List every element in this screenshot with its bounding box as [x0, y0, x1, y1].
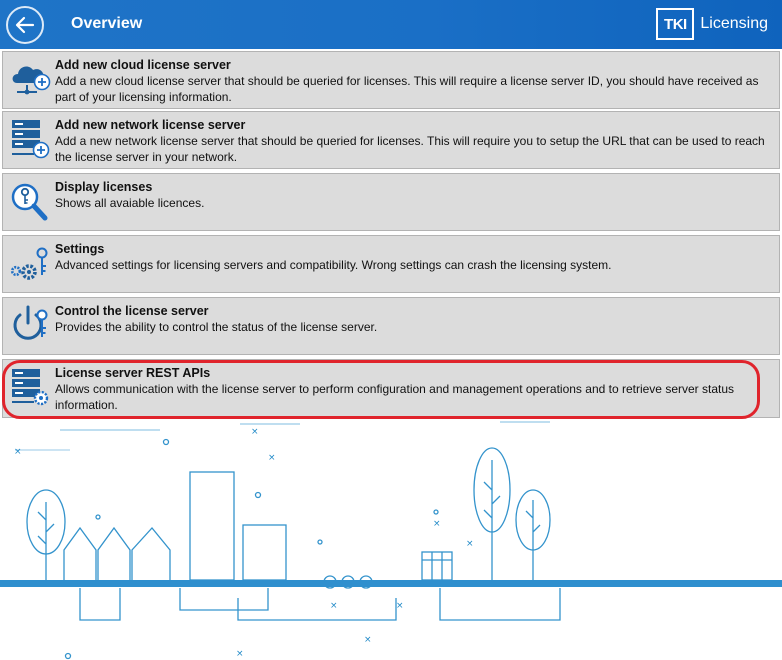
svg-text:×: ×	[330, 601, 338, 611]
control-server-item[interactable]	[2, 297, 780, 355]
add-network-server-item[interactable]	[2, 111, 780, 169]
page-title: Overview	[71, 15, 143, 32]
gears-key-icon	[9, 241, 51, 285]
brand-label: Licensing	[700, 15, 768, 32]
svg-text:×: ×	[251, 427, 259, 437]
add-cloud-server-item[interactable]	[2, 51, 780, 109]
server-gear-icon	[9, 365, 51, 409]
back-arrow-icon	[14, 14, 36, 36]
city-illustration	[0, 420, 782, 660]
item-description: Shows all avaiable licences.	[55, 196, 205, 210]
display-licenses-item[interactable]	[2, 173, 780, 231]
item-description: Allows communication with the license server to perform configuration and management operations and to retrieve server status information.	[55, 382, 735, 412]
svg-text:×: ×	[466, 539, 474, 549]
item-description: Advanced settings for licensing servers and compatibility. Wrong settings can crash the licensing system.	[55, 258, 612, 272]
settings-item[interactable]	[2, 235, 780, 293]
server-add-icon	[9, 117, 51, 161]
item-title: Add new network license server	[55, 118, 246, 132]
cloud-add-icon	[9, 57, 51, 101]
svg-text:×: ×	[268, 453, 276, 463]
rest-apis-item[interactable]	[2, 359, 780, 418]
brand	[656, 8, 768, 40]
svg-text:×: ×	[236, 649, 244, 659]
svg-text:×: ×	[14, 447, 22, 457]
power-key-icon	[9, 303, 51, 347]
header-bar	[0, 0, 782, 49]
item-description: Add a new network license server that should be queried for licenses. This will require you to setup the URL that can be used to reach the license server in your network.	[55, 134, 765, 164]
item-title: Add new cloud license server	[55, 58, 231, 72]
item-description: Add a new cloud license server that should be queried for licenses. This will require a license server ID, you should have received as part of your licensing information.	[55, 74, 759, 104]
back-button[interactable]	[6, 6, 44, 44]
item-title: Settings	[55, 242, 105, 256]
item-title: Control the license server	[55, 304, 209, 318]
item-title: Display licenses	[55, 180, 153, 194]
item-description: Provides the ability to control the status of the license server.	[55, 320, 378, 334]
search-key-icon	[9, 179, 51, 223]
svg-text:×: ×	[364, 635, 372, 645]
svg-text:×: ×	[396, 601, 404, 611]
svg-text:×: ×	[433, 519, 441, 529]
brand-logo: TKI	[656, 8, 694, 40]
item-title: License server REST APIs	[55, 366, 211, 380]
